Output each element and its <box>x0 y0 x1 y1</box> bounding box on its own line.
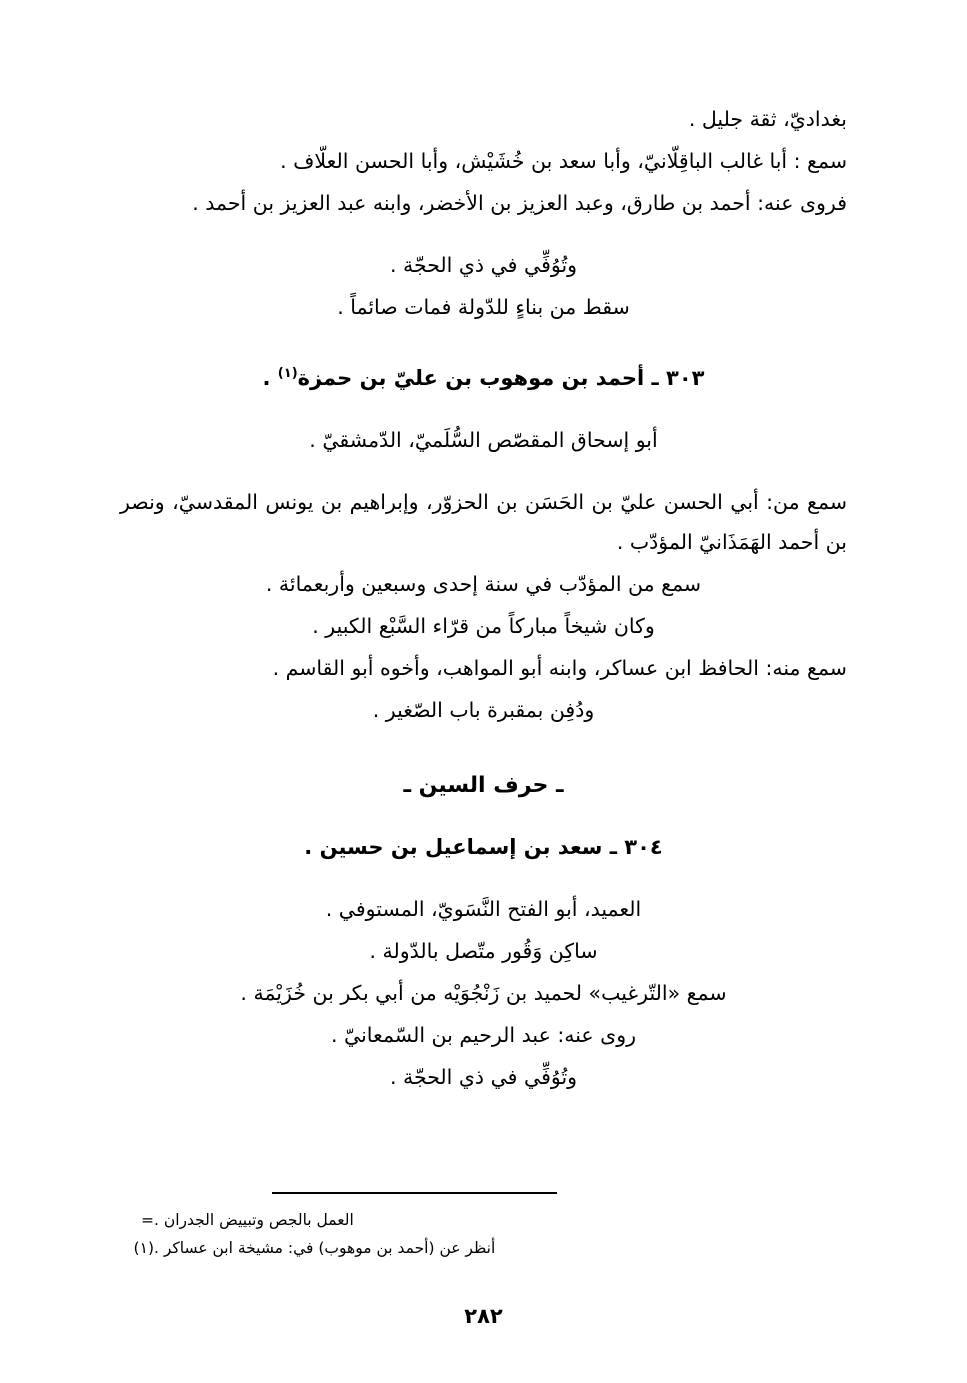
footnote-item <box>120 1206 847 1235</box>
entry-303-number: ٣٠٣ <box>666 365 705 390</box>
entry-304-line-3: سمع «التّرغيب» لحميد بن زَنْجُوَيْه من أبي بكر بن خُزَيْمَة . <box>240 981 727 1006</box>
entry-304-line-1: العميد، أبو الفتح النَّسَويّ، المستوفي . <box>325 897 642 922</box>
entry-304-line-4: روى عنه: عبد الرحيم بن السّمعانيّ . <box>330 1023 637 1048</box>
entry-303-tail: . <box>262 365 271 390</box>
entry-303-line-5: سمع منه: الحافظ ابن عساكر، وابنه أبو المواهب، وأخوه أبو القاسم . <box>272 655 847 680</box>
footnote-text: أنظر عن (أحمد بن موهوب) في: مشيخة ابن عساكر . <box>154 1239 496 1258</box>
page-body <box>120 100 847 1098</box>
entry-303-line-1: أبو إسحاق المقصّص السُّلَميّ، الدّمشقيّ . <box>309 427 658 452</box>
entry-303-line-6: ودُفِن بمقبرة باب الصّغير . <box>372 697 595 722</box>
entry-304-line-2: ساكِن وَقُور متّصل بالدّولة . <box>369 939 598 964</box>
entry-303-heading <box>120 358 847 399</box>
entry-304-heading <box>120 827 847 868</box>
entry-303-line-4: وكان شيخاً مباركاً من قرّاء السَّبْع الكبير . <box>312 613 655 638</box>
footnote-separator <box>272 1192 557 1194</box>
section-heading-seen: ـ حرف السين ـ <box>403 772 564 798</box>
body-line-5: سقط من بناءٍ للدّولة فمات صائماً . <box>337 294 630 319</box>
footnote-marker: (١) <box>133 1239 154 1258</box>
footnote-marker: = <box>141 1210 154 1229</box>
entry-303-footnote-marker: (١) <box>277 365 298 381</box>
entry-304-name: سعد بن إسماعيل بن حسين <box>319 835 603 860</box>
body-line-3: فروى عنه: أحمد بن طارق، وعبد العزيز بن الأخضر، وابنه عبد العزيز بن أحمد . <box>192 190 847 215</box>
entry-304-line-5: وتُوُفِّي في ذي الحجّة . <box>389 1065 578 1090</box>
footnote-text: العمل بالجص وتبييض الجدران . <box>154 1210 354 1229</box>
body-line-1: بغداديّ، ثقة جليل . <box>688 107 847 131</box>
entry-304-number: ٣٠٤ <box>624 835 663 860</box>
body-line-4: وتُوُفِّي في ذي الحجّة . <box>389 252 578 277</box>
entry-304-tail: . <box>304 835 313 860</box>
entry-303-line-3: سمع من المؤدّب في سنة إحدى وسبعين وأربعمائة . <box>265 571 702 596</box>
footnote-item <box>120 1234 847 1263</box>
entry-303-line-2: سمع من: أبي الحسن عليّ بن الحَسَن بن الحزوّر، وإبراهيم بن يونس المقدسيّ، ونصر بن أحمد الهَمَذَانيّ المؤدّب . <box>120 489 847 554</box>
entry-304-dash: ـ <box>609 835 617 860</box>
entry-303-dash: ـ <box>651 365 659 390</box>
body-line-2: سمع : أبا غالب الباقِلّانيّ، وأبا سعد بن خُشَيْش، وأبا الحسن العلّاف . <box>280 148 847 173</box>
footnote-area <box>120 1192 847 1263</box>
page-number: ٢٨٢ <box>464 1304 503 1328</box>
entry-303-name: أحمد بن موهوب بن عليّ بن حمزة <box>297 365 645 390</box>
